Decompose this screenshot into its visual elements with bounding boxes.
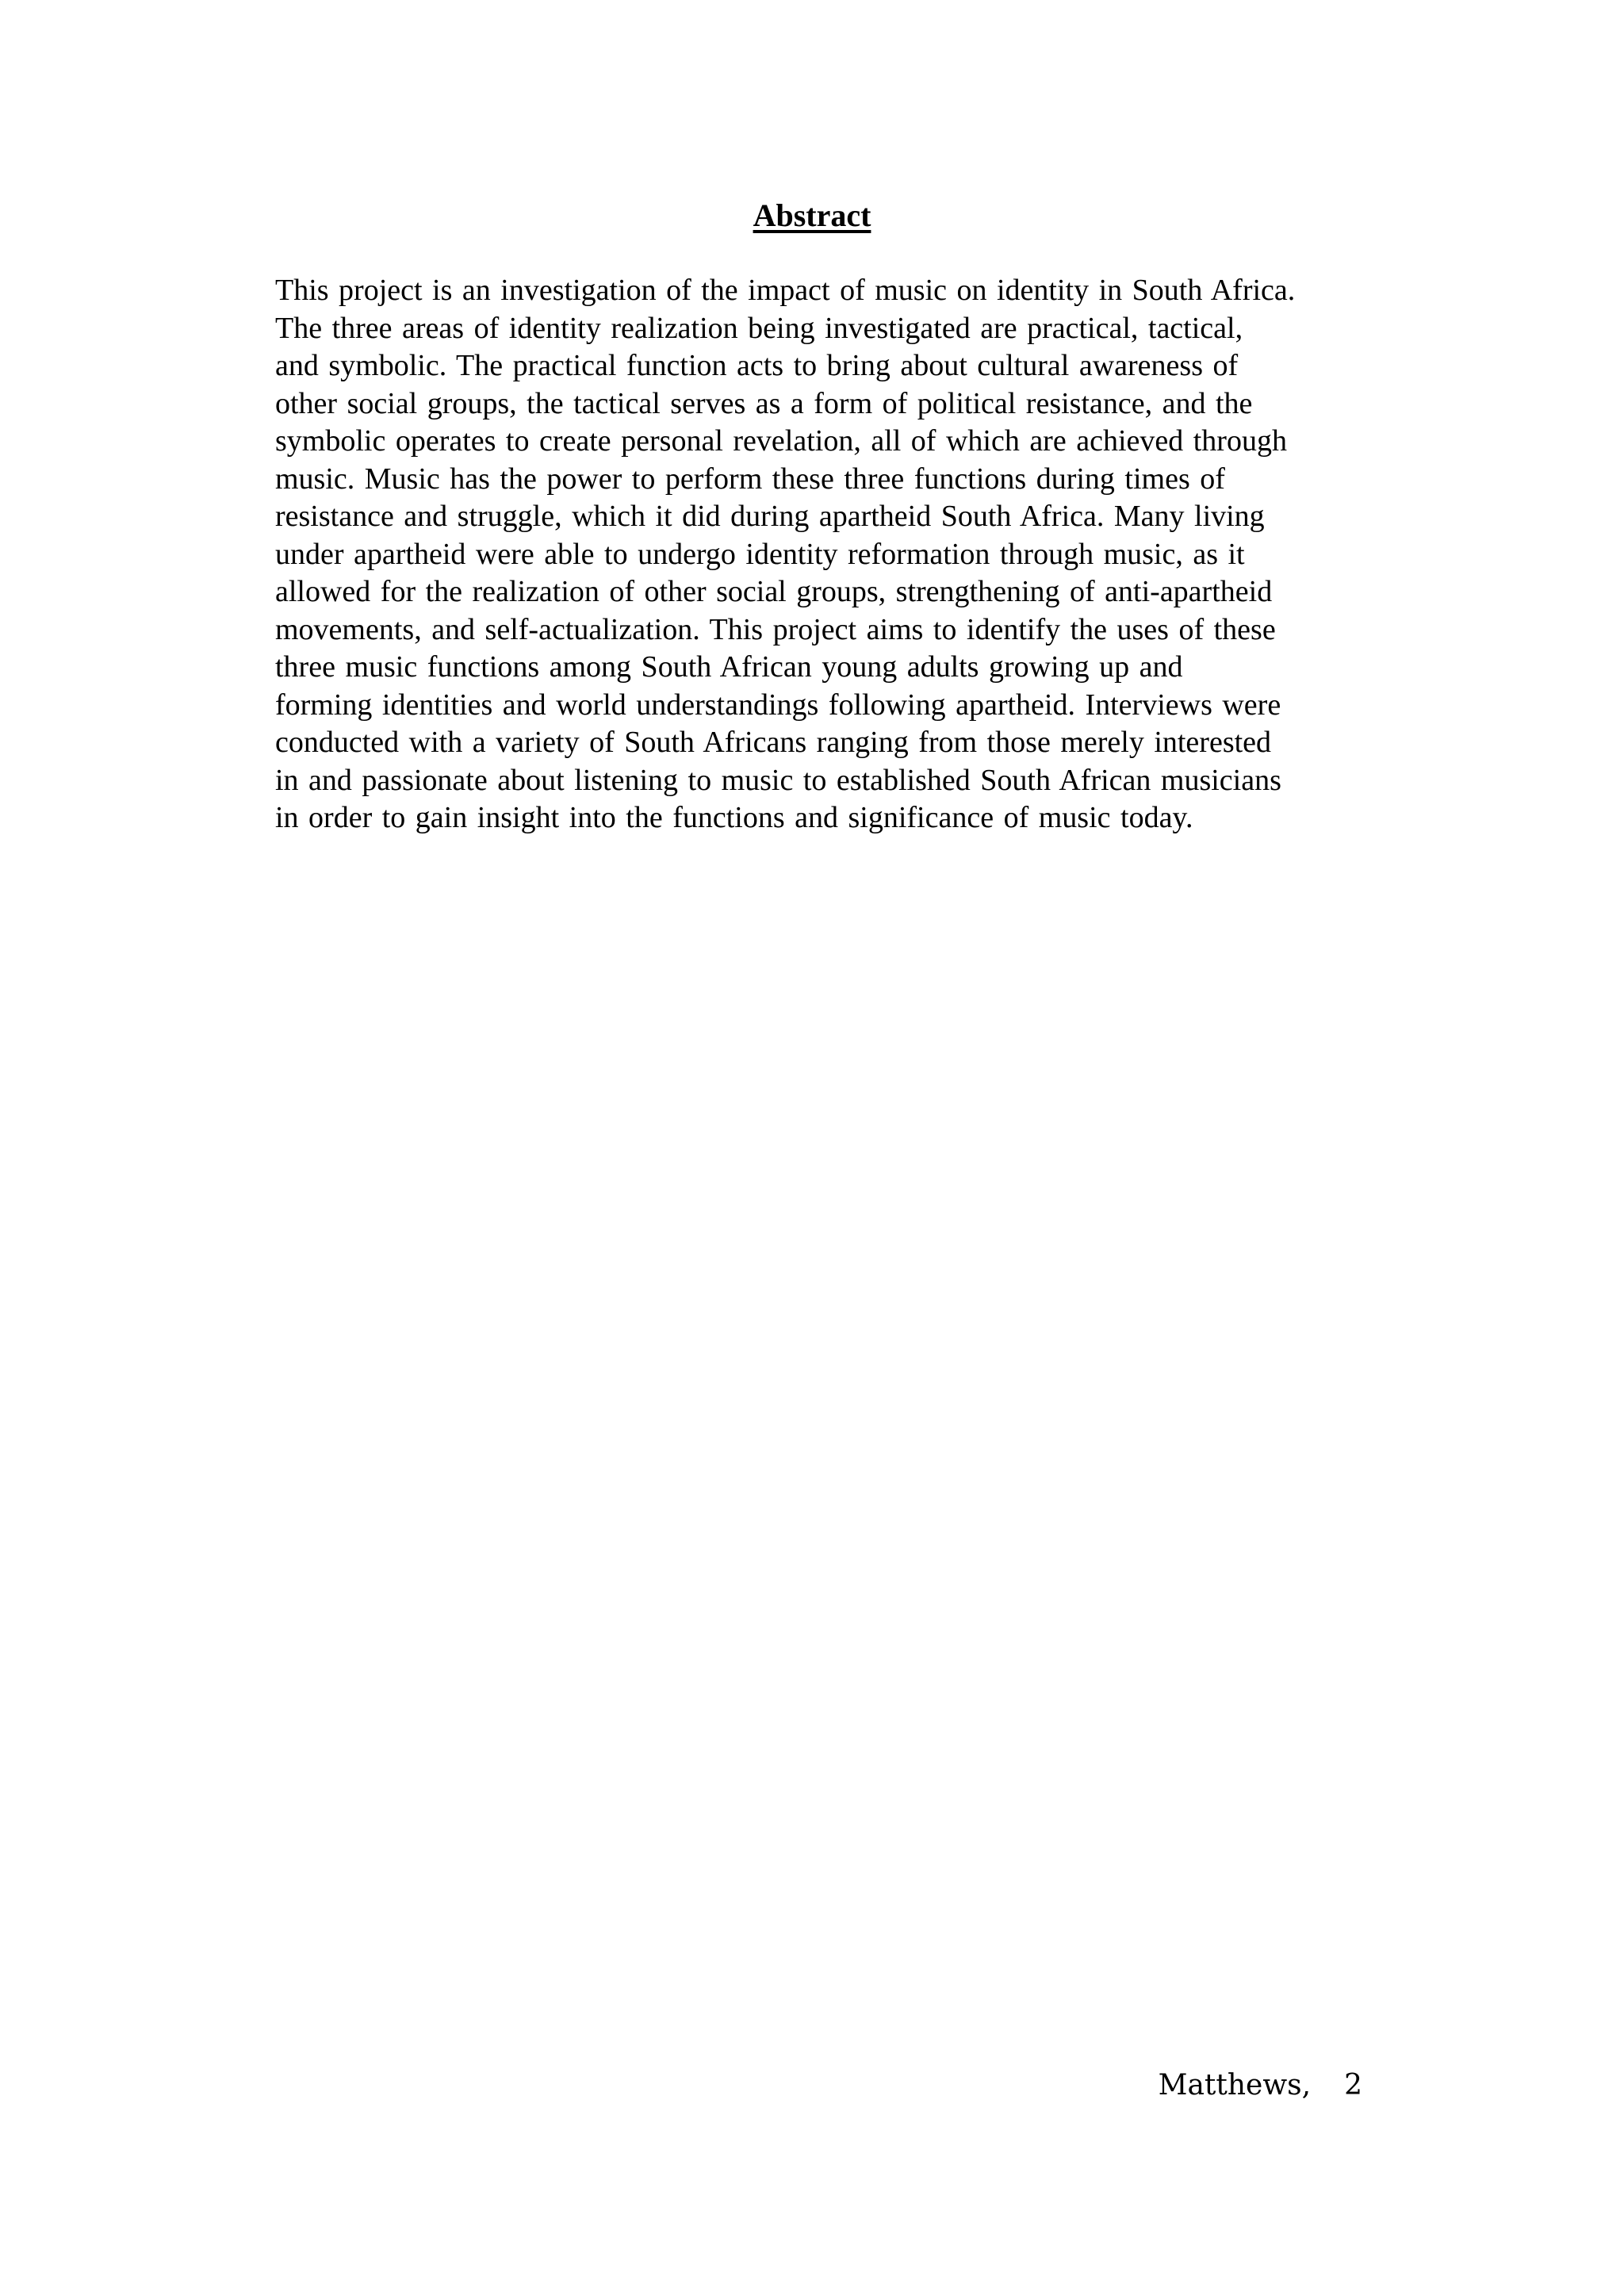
- abstract-line: The three areas of identity realization being investigated are practical, tactical,: [275, 311, 1243, 345]
- abstract-line: symbolic operates to create personal revelation, all of which are achieved through: [275, 424, 1287, 458]
- abstract-line: allowed for the realization of other social groups, strengthening of anti-apartheid: [275, 575, 1273, 608]
- abstract-line: in and passionate about listening to music to established South African musicians: [275, 763, 1281, 797]
- abstract-line: movements, and self-actualization. This project aims to identify the uses of these: [275, 612, 1276, 646]
- abstract-line: and symbolic. The practical function acts to bring about cultural awareness of: [275, 349, 1239, 382]
- abstract-line: in order to gain insight into the functions and significance of music today.: [275, 801, 1193, 834]
- abstract-line: under apartheid were able to undergo identity reformation through music, as it: [275, 537, 1245, 571]
- abstract-line: three music functions among South African young adults growing up and: [275, 650, 1183, 684]
- footer-author: Matthews,: [1158, 2069, 1312, 2102]
- page-number: 2: [1344, 2069, 1362, 2102]
- abstract-line: resistance and struggle, which it did during apartheid South Africa. Many living: [275, 500, 1265, 533]
- abstract-line: forming identities and world understandings following apartheid. Interviews were: [275, 688, 1281, 722]
- abstract-line: conducted with a variety of South Africans ranging from those merely interested: [275, 726, 1272, 759]
- abstract-line: music. Music has the power to perform these three functions during times of: [275, 462, 1225, 496]
- abstract-line: other social groups, the tactical serves as a form of political resistance, and the: [275, 386, 1253, 420]
- abstract-heading: Abstract: [753, 197, 871, 233]
- page-footer: [1159, 2066, 1362, 2105]
- abstract-line: This project is an investigation of the impact of music on identity in South Africa.: [275, 274, 1296, 307]
- abstract-body: [275, 272, 1369, 837]
